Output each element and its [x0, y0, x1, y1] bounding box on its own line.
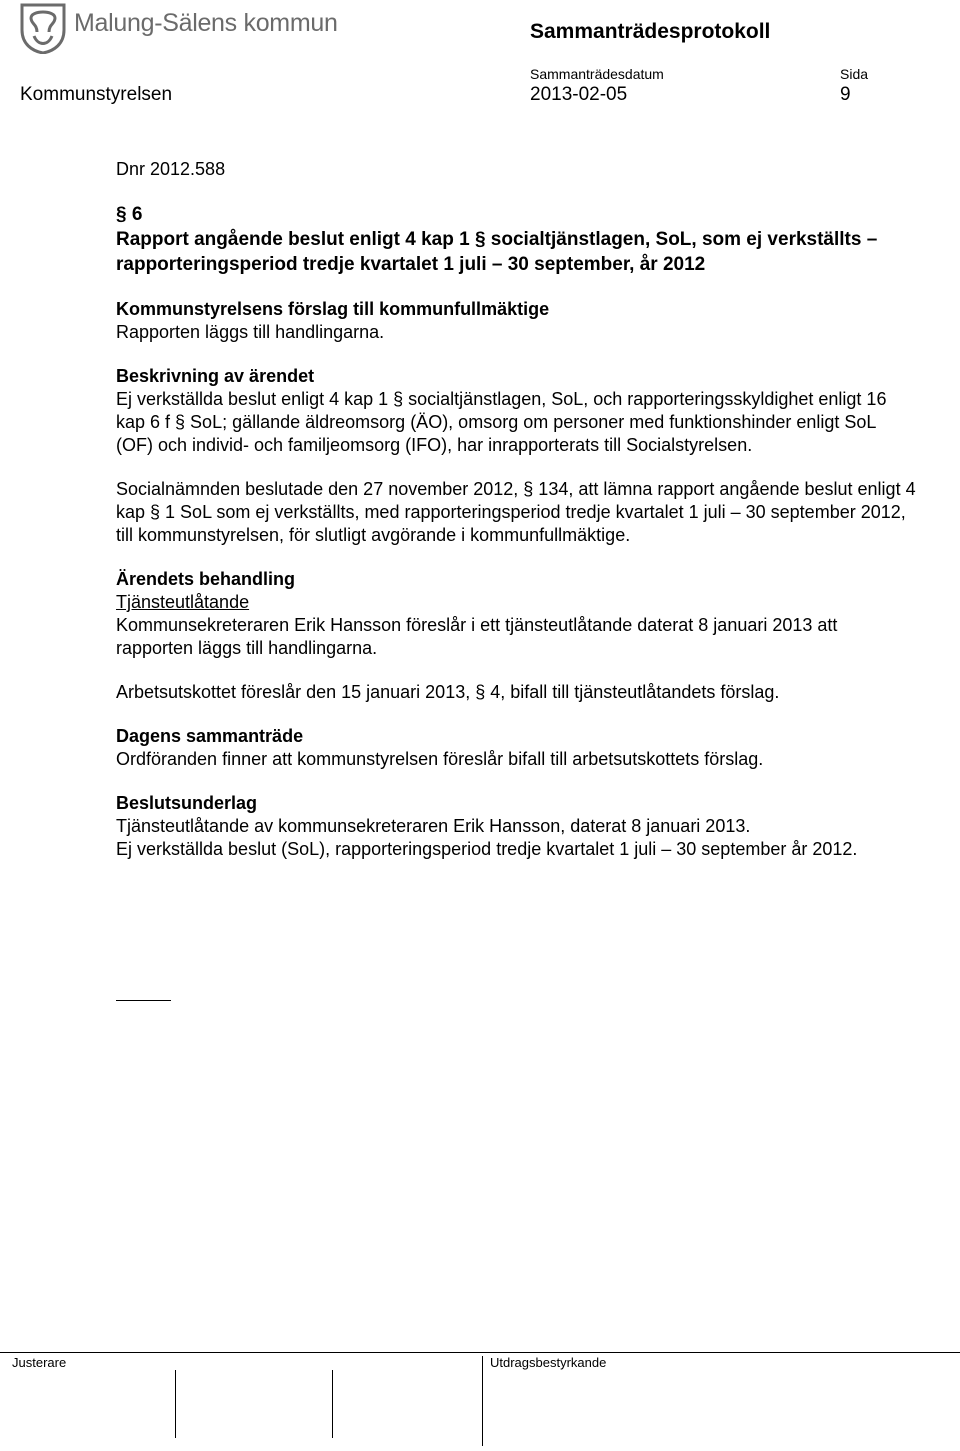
- section-heading: [116, 202, 916, 277]
- basis-item: Ej verkställda beslut (SoL), rapporteringsperiod tredje kvartalet 1 juli – 30 september år 2012.: [116, 839, 858, 859]
- body-name: Kommunstyrelsen: [20, 84, 173, 105]
- proposal-text: Rapporten läggs till handlingarna.: [116, 322, 385, 342]
- page-number: 9: [840, 84, 851, 105]
- signature-line: [332, 1370, 333, 1438]
- section-number: § 6: [116, 204, 143, 225]
- meeting-date: 2013-02-05: [530, 84, 628, 105]
- meeting-heading: Dagens sammanträde: [116, 726, 304, 746]
- handling-paragraph: Arbetsutskottet föreslår den 15 januari 2013, § 4, bifall till tjänsteutlåtandets förslag.: [116, 682, 780, 702]
- description-paragraph: Socialnämnden beslutade den 27 november 2012, § 134, att lämna rapport angående beslut enligt 4 kap § 1 SoL som ej verkställts, med rapporteringsperiod tredje kvartalet 1 juli – 30 september 2012, till kommunstyrelsen, för slutligt avgörande i kommunfullmäktige.: [116, 479, 916, 545]
- handling-paragraph: Kommunsekreteraren Erik Hansson föreslår i ett tjänsteutlåtande daterat 8 januari 2013 att rapporten läggs till handlingarna.: [116, 615, 838, 658]
- utdragsbestyrkande-label: Utdragsbestyrkande: [490, 1355, 607, 1370]
- handling-heading: Ärendets behandling: [116, 569, 296, 589]
- justerare-label: Justerare: [12, 1355, 67, 1370]
- signature-line: [175, 1370, 176, 1438]
- proposal-heading: Kommunstyrelsens förslag till kommunfullmäktige: [116, 299, 550, 319]
- description-heading: Beskrivning av ärendet: [116, 366, 315, 386]
- footer-divider: [0, 1352, 960, 1353]
- page-label: Sida: [840, 66, 869, 82]
- basis-heading: Beslutsunderlag: [116, 793, 258, 813]
- protocol-body: [116, 158, 916, 861]
- date-label: Sammanträdesdatum: [530, 66, 664, 82]
- case-number: Dnr 2012.588: [116, 159, 226, 179]
- document-type: Sammanträdesprotokoll: [530, 20, 771, 43]
- description-paragraph: Ej verkställda beslut enligt 4 kap 1 § socialtjänstlagen, SoL, och rapporteringsskyldighet enligt 16 kap 6 f § SoL; gällande äldreomsorg (ÄO), omsorg om personer med funktionshinder enligt SoL (OF) och individ- och familjeomsorg (IFO), har inrapporterats till Socialstyrelsen.: [116, 389, 887, 455]
- handling-subheading: Tjänsteutlåtande: [116, 592, 250, 612]
- org-name: Malung-Sälens kommun: [74, 9, 338, 37]
- footer-column-divider: [482, 1356, 483, 1446]
- end-rule: [116, 1000, 171, 1001]
- section-title: Rapport angående beslut enligt 4 kap 1 § socialtjänstlagen, SoL, som ej verkställts – rapporteringsperiod tredje kvartalet 1 juli – 30 september, år 2012: [116, 229, 878, 275]
- meeting-text: Ordföranden finner att kommunstyrelsen föreslår bifall till arbetsutskottets förslag.: [116, 749, 764, 769]
- basis-item: Tjänsteutlåtande av kommunsekreteraren Erik Hansson, daterat 8 januari 2013.: [116, 816, 751, 836]
- municipal-crest-icon: [18, 2, 68, 54]
